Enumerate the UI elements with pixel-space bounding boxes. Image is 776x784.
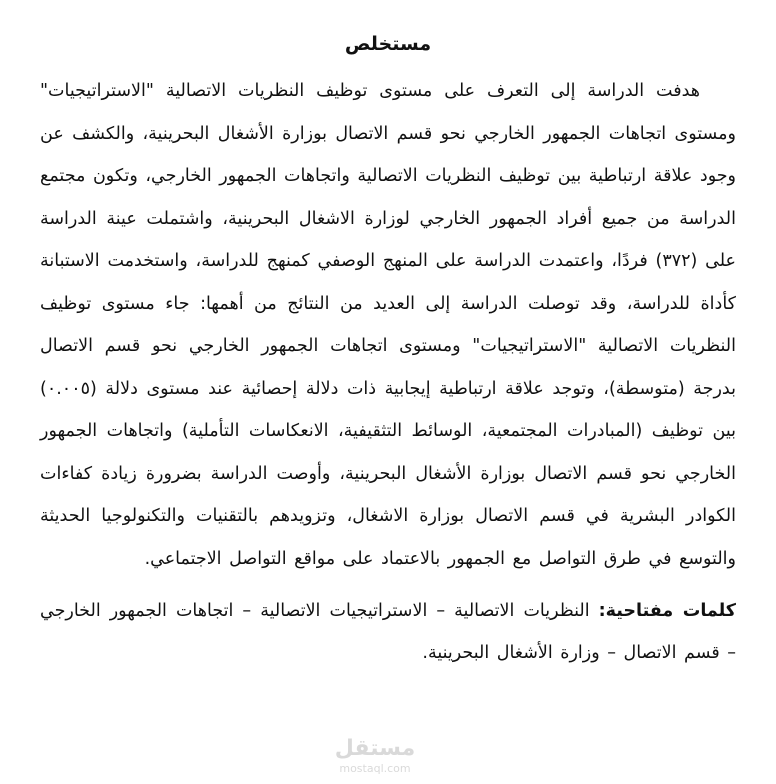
document-page — [40, 28, 736, 784]
keywords-text: النظريات الاتصالية – الاستراتيجيات الاتصالية – اتجاهات الجمهور الخارجي – قسم الاتصال – وزارة الأشغال البحرينية. — [40, 601, 736, 663]
watermark-arabic: مستقل — [334, 736, 416, 761]
abstract-title: مستخلص — [344, 33, 432, 55]
watermark-latin: mostaql.com — [339, 762, 411, 775]
keywords-paragraph — [40, 590, 736, 674]
abstract-body: هدفت الدراسة إلى التعرف على مستوى توظيف النظريات الاتصالية "الاستراتيجيات" ومستوى اتجاهات الجمهور الخارجي نحو قسم الاتصال بوزارة الأشغال البحرينية، والكشف عن وجود علاقة ارتباطية بين توظيف النظريات الاتصالية واتجاهات الجمهور الخارجي، وتكون مجتمع الدراسة من جميع أفراد الجمهور الخارجي لوزارة الاشغال البحرينية، واشتملت عينة الدراسة على (٣٧٢) فردًا، واعتمدت الدراسة على المنهج الوصفي كمنهج للدراسة، واستخدمت الاستبانة كأداة للدراسة، وقد توصلت الدراسة إلى العديد من النتائج من أهمها: جاء مستوى توظيف النظريات الاتصالية "الاستراتيجيات" ومستوى اتجاهات الجمهور الخارجي نحو قسم الاتصال بدرجة (متوسطة)، وتوجد علاقة ارتباطية إيجابية ذات دلالة إحصائية عند مستوى دلالة (٠.٠٠٥) بين توظيف (المبادرات المجتمعية، الوسائط التثقيفية، الانعكاسات التأملية) واتجاهات الجمهور الخارجي نحو قسم الاتصال بوزارة الأشغال البحرينية، وأوصت الدراسة بضرورة زيادة كفاءات الكوادر البشرية في قسم الاتصال بوزارة الاشغال، وتزويدهم بالتقنيات والتكنولوجيا الحديثة والتوسع في طرق التواصل مع الجمهور بالاعتماد على مواقع التواصل الاجتماعي. — [40, 81, 736, 569]
keywords-label: كلمات مفتاحية: — [598, 601, 736, 621]
